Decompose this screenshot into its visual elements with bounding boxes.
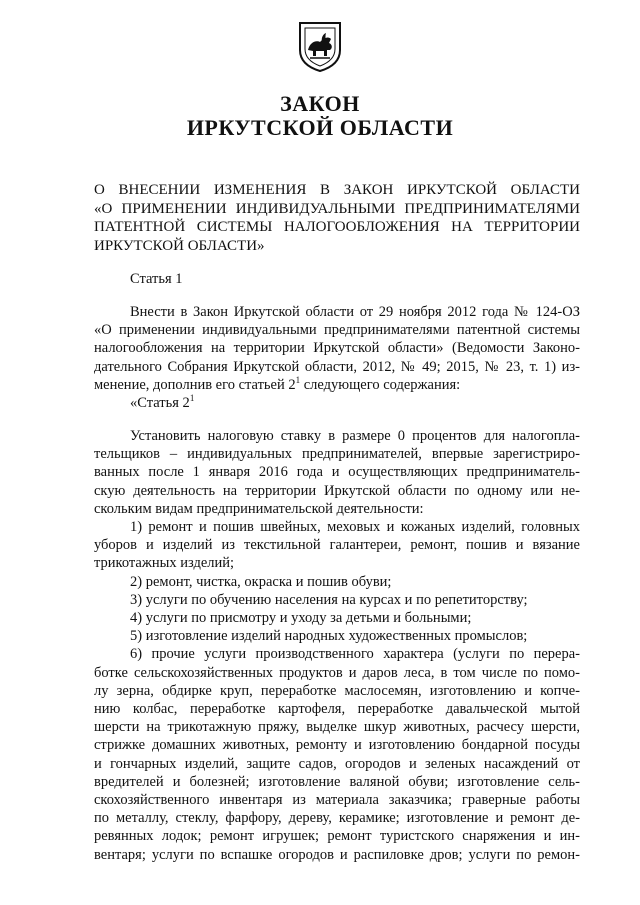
article-label: Статья 1 [130,271,183,287]
text-line: лу зерна, обдирке круп, переработке маслосемян, изготовлению и копче- [94,682,580,699]
text-fragment: «Статья 2 [130,395,190,412]
coat-of-arms-icon [296,20,344,72]
text-line [94,376,580,394]
list-item: 4) услуги по присмотру и уходу за детьми и больными; [130,610,472,627]
text-line: «О применении индивидуальными предпринимателями патентной системы [94,322,580,339]
text-line: скольким видам предпринимательской деятельности: [94,500,424,517]
text-line: ванных после 1 января 2016 года и осуществляющих предприниматель- [94,464,580,481]
text-line: ботке сельскохозяйственных продуктов и даров леса, в том числе по помо- [94,664,580,681]
heading-line: «О ПРИМЕНЕНИИ ИНДИВИДУАЛЬНЫМИ ПРЕДПРИНИМАТЕЛЯМИ [94,200,580,217]
text-line: вредителей и болезней; изготовление валяной обуви; изготовление сель- [94,773,580,790]
list-item: 3) услуги по обучению населения на курсах и по репетиторству; [130,591,528,608]
text-line: уборов и изделий из текстильной галантереи, ремонт, пошив и вязание [94,537,580,554]
article-content [94,427,580,864]
text-line: нию колбас, переработке картофеля, переработке давальческой мытой [94,701,580,718]
superscript: 1 [295,374,301,385]
text-line: тельщиков – индивидуальных предпринимателей, впервые зарегистриро- [94,446,580,463]
text-fragment: менение, дополнив его статьей 2 [94,376,296,393]
document-heading [94,181,580,255]
text-line: ревянных лодок; ремонт игрушек; ремонт туристского снаряжения и ин- [94,828,580,845]
law-title: ЗАКОН [280,91,360,116]
text-line: и гончарных изделий, защите садов, огородов и зеленых насаждений от [94,755,580,772]
article-text [94,303,580,412]
list-item: 6) прочие услуги производственного характера (услуги по перера- [130,646,580,663]
heading-line: ИРКУТСКОЙ ОБЛАСТИ» [94,237,265,254]
text-line [94,394,580,412]
list-item: 5) изготовление изделий народных художественных промыслов; [130,628,528,645]
text-line: шерсти на трикотажную пряжу, выделке шкур животных, расчесу шерсти, [94,719,580,736]
text-fragment: следующего содержания: [300,376,461,393]
law-region: ИРКУТСКОЙ ОБЛАСТИ [186,115,454,140]
text-line: стрижке домашних животных, ремонту и изготовлению бондарной посуды [94,737,580,754]
text-line: налогообложения на территории Иркутской области» (Ведомости Законо- [94,340,580,357]
superscript: 1 [189,393,195,404]
text-line: дательного Собрания Иркутской области, 2012, № 49; 2015, № 23, т. 1) из- [94,358,580,375]
text-line: скую деятельность на территории Иркутской области по одному или не- [94,482,580,499]
text-line: трикотажных изделий; [94,555,235,572]
text-line: вентаря; услуги по вспашке огородов и распиловке дров; услуги по ремон- [94,846,580,863]
list-item: 1) ремонт и пошив швейных, меховых и кожаных изделий, головных [130,519,580,536]
text-line: по металлу, стеклу, фарфору, дереву, керамике; изготовление и ремонт де- [94,810,580,827]
text-line: скохозяйственного инвентаря из материала заказчика; граверные работы [94,792,580,809]
heading-line: ПАТЕНТНОЙ СИСТЕМЫ НАЛОГООБЛОЖЕНИЯ НА ТЕРРИТОРИИ [94,219,580,235]
heading-line: О ВНЕСЕНИИ ИЗМЕНЕНИЯ В ЗАКОН ИРКУТСКОЙ ОБЛАСТИ [94,182,580,198]
text-line: Внести в Закон Иркутской области от 29 ноября 2012 года № 124-ОЗ [130,304,580,320]
text-line: Установить налоговую ставку в размере 0 процентов для налогопла- [130,428,580,444]
list-item: 2) ремонт, чистка, окраска и пошив обуви; [130,573,392,590]
